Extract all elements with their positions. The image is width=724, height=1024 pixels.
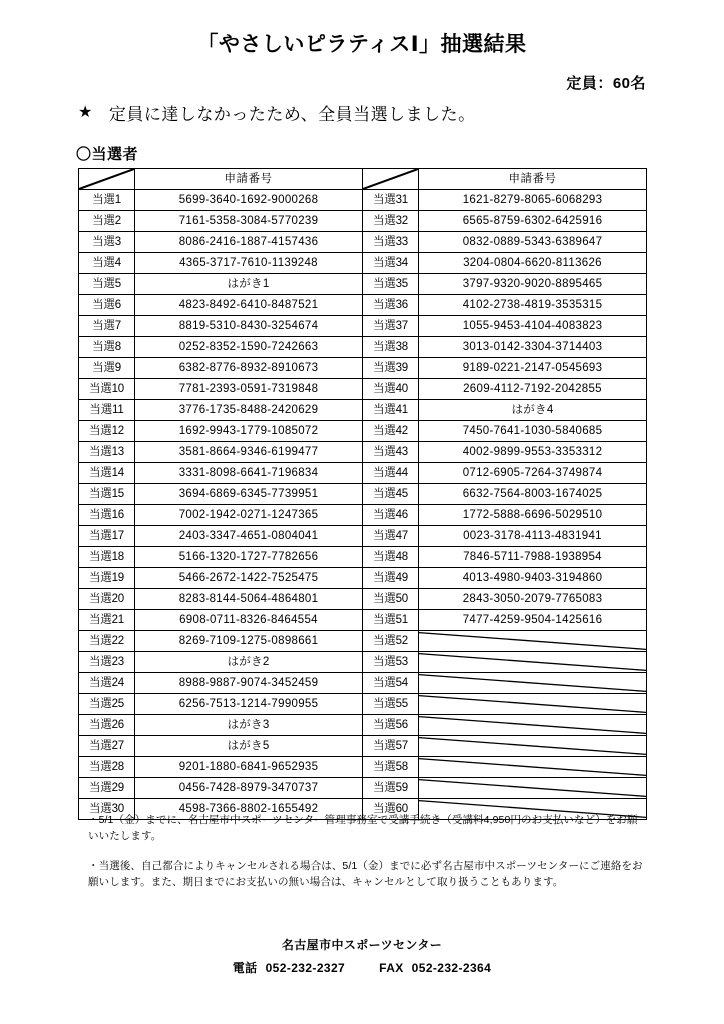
winner-number-left: 6256-7513-1214-7990955 xyxy=(135,694,363,715)
winner-label-left: 当選23 xyxy=(79,652,135,673)
winner-number-right: 0832-0889-5343-6389647 xyxy=(419,232,647,253)
table-row xyxy=(79,673,647,694)
winner-number-right: 4002-9899-9553-3353312 xyxy=(419,442,647,463)
winner-label-left: 当選5 xyxy=(79,274,135,295)
winner-label-right: 当選51 xyxy=(363,610,419,631)
winner-label-left: 当選7 xyxy=(79,316,135,337)
table-row xyxy=(79,589,647,610)
winners-table-container xyxy=(78,168,646,820)
winner-number-right: 1621-8279-8065-6068293 xyxy=(419,190,647,211)
winner-label-right: 当選45 xyxy=(363,484,419,505)
winner-label-left: 当選17 xyxy=(79,526,135,547)
winner-number-left: 3776-1735-8488-2420629 xyxy=(135,400,363,421)
table-row xyxy=(79,610,647,631)
contact-phone-line xyxy=(0,959,724,976)
winner-label-right: 当選52 xyxy=(363,631,419,652)
winner-label-left: 当選3 xyxy=(79,232,135,253)
winner-label-right: 当選55 xyxy=(363,694,419,715)
winner-number-right: 7846-5711-7988-1938954 xyxy=(419,547,647,568)
footer-notes xyxy=(88,812,648,890)
winner-label-right: 当選47 xyxy=(363,526,419,547)
winner-number-left: 5166-1320-1727-7782656 xyxy=(135,547,363,568)
diagonal-strike-icon xyxy=(419,757,646,777)
winner-label-left: 当選14 xyxy=(79,463,135,484)
table-row xyxy=(79,778,647,799)
table-row xyxy=(79,295,647,316)
winner-number-left: 8086-2416-1887-4157436 xyxy=(135,232,363,253)
winner-label-right: 当選34 xyxy=(363,253,419,274)
tel-number: 052-232-2327 xyxy=(265,961,346,975)
diagonal-strike-icon xyxy=(419,631,646,651)
winner-label-right: 当選35 xyxy=(363,274,419,295)
winner-number-left: 5466-2672-1422-7525475 xyxy=(135,568,363,589)
winner-label-right: 当選43 xyxy=(363,442,419,463)
winner-number-right xyxy=(419,631,647,652)
winner-number-left: 0252-8352-1590-7242663 xyxy=(135,337,363,358)
winner-label-left: 当選24 xyxy=(79,673,135,694)
winner-label-left: 当選11 xyxy=(79,400,135,421)
winner-number-left: 7161-5358-3084-5770239 xyxy=(135,211,363,232)
winner-number-left: 4365-3717-7610-1139248 xyxy=(135,253,363,274)
winner-label-right: 当選48 xyxy=(363,547,419,568)
header-application-number-right: 申請番号 xyxy=(419,169,647,190)
table-row xyxy=(79,568,647,589)
winner-label-left: 当選28 xyxy=(79,757,135,778)
winner-number-left: 0456-7428-8979-3470737 xyxy=(135,778,363,799)
winner-number-left: 4598-7366-8802-1655492 xyxy=(135,799,363,820)
winner-label-left: 当選15 xyxy=(79,484,135,505)
winner-number-left: 7002-1942-0271-1247365 xyxy=(135,505,363,526)
diagonal-strike-icon xyxy=(419,778,646,798)
winner-number-left: 6908-0711-8326-8464554 xyxy=(135,610,363,631)
diagonal-strike-icon xyxy=(419,673,646,693)
table-row xyxy=(79,505,647,526)
table-row xyxy=(79,526,647,547)
table-row xyxy=(79,463,647,484)
winner-label-right: 当選50 xyxy=(363,589,419,610)
winner-label-left: 当選6 xyxy=(79,295,135,316)
winner-number-right: 7450-7641-1030-5840685 xyxy=(419,421,647,442)
winner-number-right xyxy=(419,757,647,778)
fax-label: FAX xyxy=(379,961,404,975)
winner-number-right: 6632-7564-8003-1674025 xyxy=(419,484,647,505)
winner-number-right xyxy=(419,652,647,673)
winner-number-left: 8283-8144-5064-4864801 xyxy=(135,589,363,610)
winner-number-right: 1055-9453-4104-4083823 xyxy=(419,316,647,337)
table-row xyxy=(79,211,647,232)
page-title: 「やさしいピラティスⅠ」抽選結果 xyxy=(197,33,527,56)
table-row xyxy=(79,316,647,337)
winner-label-right: 当選41 xyxy=(363,400,419,421)
table-row xyxy=(79,190,647,211)
winner-number-right xyxy=(419,694,647,715)
winner-label-left: 当選4 xyxy=(79,253,135,274)
winner-label-right: 当選49 xyxy=(363,568,419,589)
winner-number-left: 5699-3640-1692-9000268 xyxy=(135,190,363,211)
table-row xyxy=(79,757,647,778)
winner-number-left: 3581-8664-9346-6199477 xyxy=(135,442,363,463)
notice-text: 定員に達しなかったため、全員当選しました。 xyxy=(108,105,476,124)
capacity-text: 定員：60名 xyxy=(566,75,646,92)
winner-number-left: 7781-2393-0591-7319848 xyxy=(135,379,363,400)
fax-number: 052-232-2364 xyxy=(411,961,492,975)
winner-number-right: 3013-0142-3304-3714403 xyxy=(419,337,647,358)
winner-number-right: 0712-6905-7264-3749874 xyxy=(419,463,647,484)
winner-label-right: 当選33 xyxy=(363,232,419,253)
table-row xyxy=(79,736,647,757)
winner-number-right: 4013-4980-9403-3194860 xyxy=(419,568,647,589)
winner-number-left: はがき5 xyxy=(135,736,363,757)
winner-label-left: 当選13 xyxy=(79,442,135,463)
table-row xyxy=(79,253,647,274)
contact-block xyxy=(0,936,724,976)
winner-number-right: 9189-0221-2147-0545693 xyxy=(419,358,647,379)
header-corner-right xyxy=(363,169,419,190)
winner-number-left: 2403-3347-4651-0804041 xyxy=(135,526,363,547)
winner-number-right: 1772-5888-6696-5029510 xyxy=(419,505,647,526)
contact-organization: 名古屋市中スポーツセンター xyxy=(281,938,443,952)
winner-number-left: 8269-7109-1275-0898661 xyxy=(135,631,363,652)
diagonal-strike-icon xyxy=(419,694,646,714)
winner-label-left: 当選27 xyxy=(79,736,135,757)
winner-number-right xyxy=(419,673,647,694)
winner-label-left: 当選16 xyxy=(79,505,135,526)
winner-number-left: 3694-6869-6345-7739951 xyxy=(135,484,363,505)
winner-label-left: 当選21 xyxy=(79,610,135,631)
table-header-row xyxy=(79,169,647,190)
winner-label-right: 当選37 xyxy=(363,316,419,337)
winner-label-left: 当選18 xyxy=(79,547,135,568)
winner-label-right: 当選38 xyxy=(363,337,419,358)
winner-label-left: 当選22 xyxy=(79,631,135,652)
winner-label-right: 当選54 xyxy=(363,673,419,694)
winner-label-right: 当選39 xyxy=(363,358,419,379)
winner-number-right: 6565-8759-6302-6425916 xyxy=(419,211,647,232)
tel-label: 電話 xyxy=(232,961,258,975)
winner-number-right: 2843-3050-2079-7765083 xyxy=(419,589,647,610)
table-row xyxy=(79,379,647,400)
note-item: ・5/1（金）までに、名古屋市中スポーツセンター管理事務室で受講手続き（受講料4,950円のお支払いなど）をお願いいたします。 xyxy=(88,814,638,843)
star-icon: ★ xyxy=(78,103,93,121)
note-item: ・当選後、自己都合によりキャンセルされる場合は、5/1（金）までに必ず名古屋市中スポーツセンターにご連絡をお願いします。また、期日までにお支払いの無い場合は、キャンセルとして取り扱うこともあります。 xyxy=(88,859,643,888)
winner-number-left: 8819-5310-8430-3254674 xyxy=(135,316,363,337)
table-row xyxy=(79,442,647,463)
winner-label-right: 当選32 xyxy=(363,211,419,232)
winner-label-left: 当選26 xyxy=(79,715,135,736)
winner-number-left: 1692-9943-1779-1085072 xyxy=(135,421,363,442)
winner-label-right: 当選46 xyxy=(363,505,419,526)
table-row xyxy=(79,400,647,421)
winner-label-right: 当選36 xyxy=(363,295,419,316)
winner-label-left: 当選12 xyxy=(79,421,135,442)
table-body xyxy=(79,190,647,820)
winner-label-left: 当選29 xyxy=(79,778,135,799)
winner-label-right: 当選60 xyxy=(363,799,419,820)
winner-label-right: 当選42 xyxy=(363,421,419,442)
winner-number-left: はがき1 xyxy=(135,274,363,295)
table-row xyxy=(79,694,647,715)
winner-label-left: 当選19 xyxy=(79,568,135,589)
notice-line xyxy=(78,100,678,125)
winners-table xyxy=(78,168,647,820)
header-corner-left xyxy=(79,169,135,190)
winner-label-left: 当選8 xyxy=(79,337,135,358)
table-row xyxy=(79,358,647,379)
winner-label-left: 当選2 xyxy=(79,211,135,232)
winner-label-right: 当選40 xyxy=(363,379,419,400)
diagonal-slash-icon xyxy=(363,169,418,189)
winner-number-left: 3331-8098-6641-7196834 xyxy=(135,463,363,484)
winner-number-left: 4823-8492-6410-8487521 xyxy=(135,295,363,316)
winner-label-right: 当選59 xyxy=(363,778,419,799)
winner-number-left: はがき2 xyxy=(135,652,363,673)
winner-label-left: 当選25 xyxy=(79,694,135,715)
table-row xyxy=(79,337,647,358)
table-row xyxy=(79,274,647,295)
winner-label-left: 当選1 xyxy=(79,190,135,211)
winner-number-right: 3797-9320-9020-8895465 xyxy=(419,274,647,295)
winner-label-right: 当選57 xyxy=(363,736,419,757)
winner-number-right xyxy=(419,736,647,757)
winner-number-right: はがき4 xyxy=(419,400,647,421)
winner-number-right xyxy=(419,715,647,736)
table-row xyxy=(79,631,647,652)
table-row xyxy=(79,232,647,253)
table-row xyxy=(79,421,647,442)
winner-number-left: 9201-1880-6841-9652935 xyxy=(135,757,363,778)
table-header xyxy=(79,169,647,190)
winner-number-right: 2609-4112-7192-2042855 xyxy=(419,379,647,400)
diagonal-strike-icon xyxy=(419,736,646,756)
winner-number-left: はがき3 xyxy=(135,715,363,736)
table-row xyxy=(79,715,647,736)
winner-label-right: 当選31 xyxy=(363,190,419,211)
diagonal-strike-icon xyxy=(419,652,646,672)
table-row xyxy=(79,652,647,673)
diagonal-strike-icon xyxy=(419,715,646,735)
winner-label-right: 当選56 xyxy=(363,715,419,736)
winner-number-right: 0023-3178-4113-4831941 xyxy=(419,526,647,547)
winner-number-right: 7477-4259-9504-1425616 xyxy=(419,610,647,631)
winner-number-left: 6382-8776-8932-8910673 xyxy=(135,358,363,379)
winner-label-left: 当選30 xyxy=(79,799,135,820)
table-row xyxy=(79,547,647,568)
table-row xyxy=(79,484,647,505)
header-application-number-left: 申請番号 xyxy=(135,169,363,190)
winner-number-right xyxy=(419,778,647,799)
winner-label-right: 当選53 xyxy=(363,652,419,673)
section-heading-winners: 〇当選者 xyxy=(76,146,139,163)
winner-label-right: 当選44 xyxy=(363,463,419,484)
winner-number-right: 3204-0804-6620-8113626 xyxy=(419,253,647,274)
winner-label-left: 当選9 xyxy=(79,358,135,379)
winner-label-left: 当選10 xyxy=(79,379,135,400)
winner-label-right: 当選58 xyxy=(363,757,419,778)
winner-number-right: 4102-2738-4819-3535315 xyxy=(419,295,647,316)
diagonal-slash-icon xyxy=(79,169,134,189)
winner-label-left: 当選20 xyxy=(79,589,135,610)
winner-number-left: 8988-9887-9074-3452459 xyxy=(135,673,363,694)
